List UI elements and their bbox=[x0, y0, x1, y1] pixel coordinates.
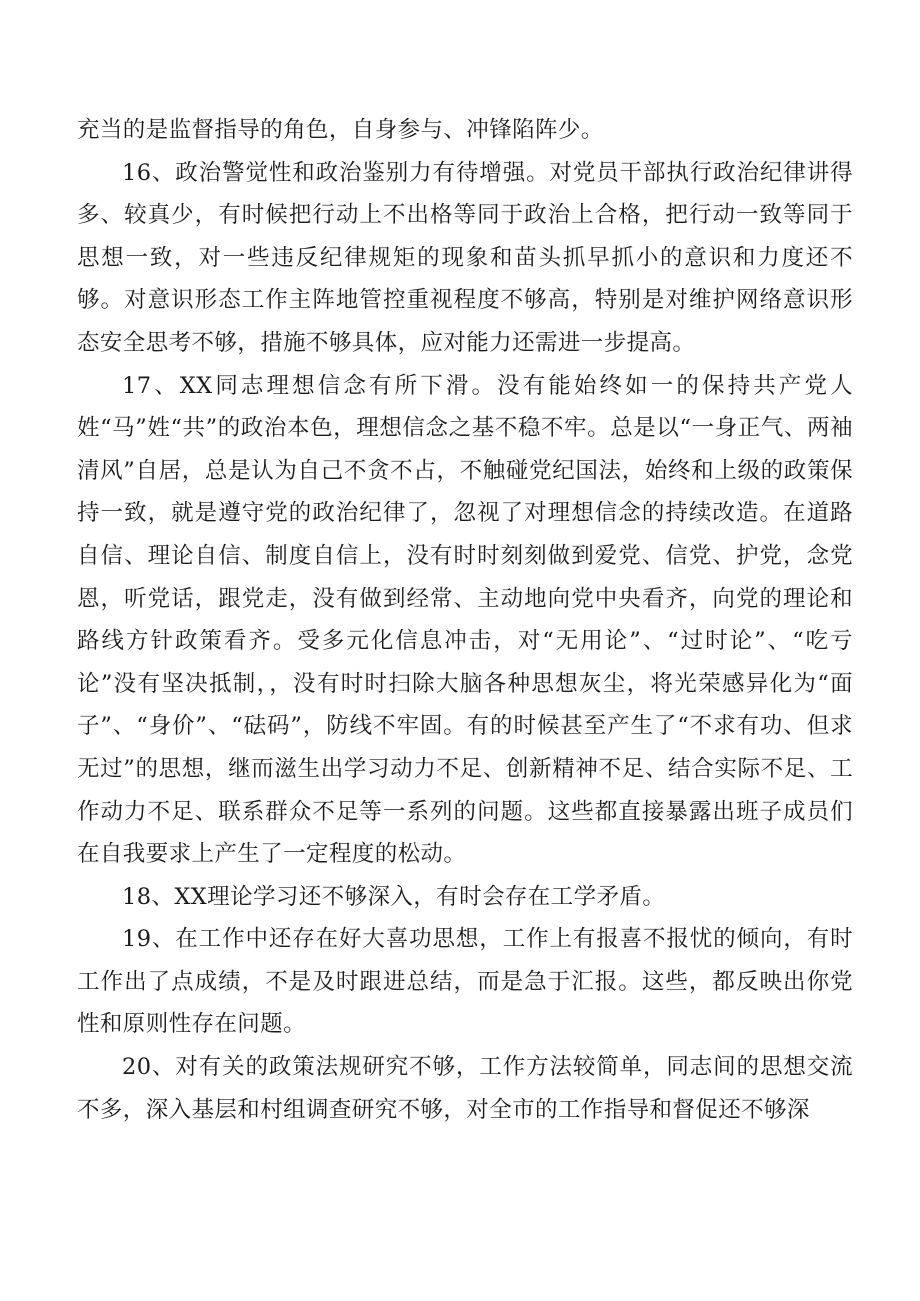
paragraph-item-17: 17、XX同志理想信念有所下滑。没有能始终如一的保持共产党人姓“马”姓“共”的政治本色，理想信念之基不稳不牢。总是以“一身正气、两袖清风”自居，总是认为自己不贪不占，不触碰党纪国法，始终和上级的政策保持一致，就是遵守党的政治纪律了，忽视了对理想信念的持续改造。在道路自信、理论自信、制度自信上，没有时时刻刻做到爱党、信党、护党，念党恩，听党话，跟党走，没有做到经常、主动地向党中央看齐，向党的理论和路线方针政策看齐。受多元化信息冲击，对“无用论”、“过时论”、“吃亏论”没有坚决抵制，，没有时时扫除大脑各种思想灰尘，将光荣感异化为“面子”、“身价”、“砝码”，防线不牢固。有的时候甚至产生了“不求有功、但求无过”的思想，继而滋生出学习动力不足、创新精神不足、结合实际不足、工作动力不足、联系群众不足等一系列的问题。这些都直接暴露出班子成员们在自我要求上产生了一定程度的松动。 bbox=[77, 372, 853, 868]
paragraph-item-19: 19、在工作中还存在好大喜功思想，工作上有报喜不报忧的倾向，有时工作出了点成绩，不是及时跟进总结，而是急于汇报。这些，都反映出你党性和原则性存在问题。 bbox=[77, 926, 853, 1038]
paragraph-continuation: 充当的是监督指导的角色，自身参与、冲锋陷阵少。 bbox=[77, 117, 604, 143]
paragraph-item-18: 18、XX理论学习还不够深入，有时会存在工学矛盾。 bbox=[122, 883, 666, 910]
paragraph-item-20: 20、对有关的政策法规研究不够，工作方法较简单，同志间的思想交流不多，深入基层和村组调查研究不够，对全市的工作指导和督促还不够深 bbox=[77, 1054, 853, 1123]
document-body bbox=[77, 109, 853, 1131]
paragraph-item-16: 16、政治警觉性和政治鉴别力有待增强。对党员干部执行政治纪律讲得多、较真少，有时候把行动上不出格等同于政治上合格，把行动一致等同于思想一致，对一些违反纪律规矩的现象和苗头抓早抓小的意识和力度还不够。对意识形态工作主阵地管控重视程度不够高，特别是对维护网络意识形态安全思考不够，措施不够具体，应对能力还需进一步提高。 bbox=[77, 159, 853, 356]
